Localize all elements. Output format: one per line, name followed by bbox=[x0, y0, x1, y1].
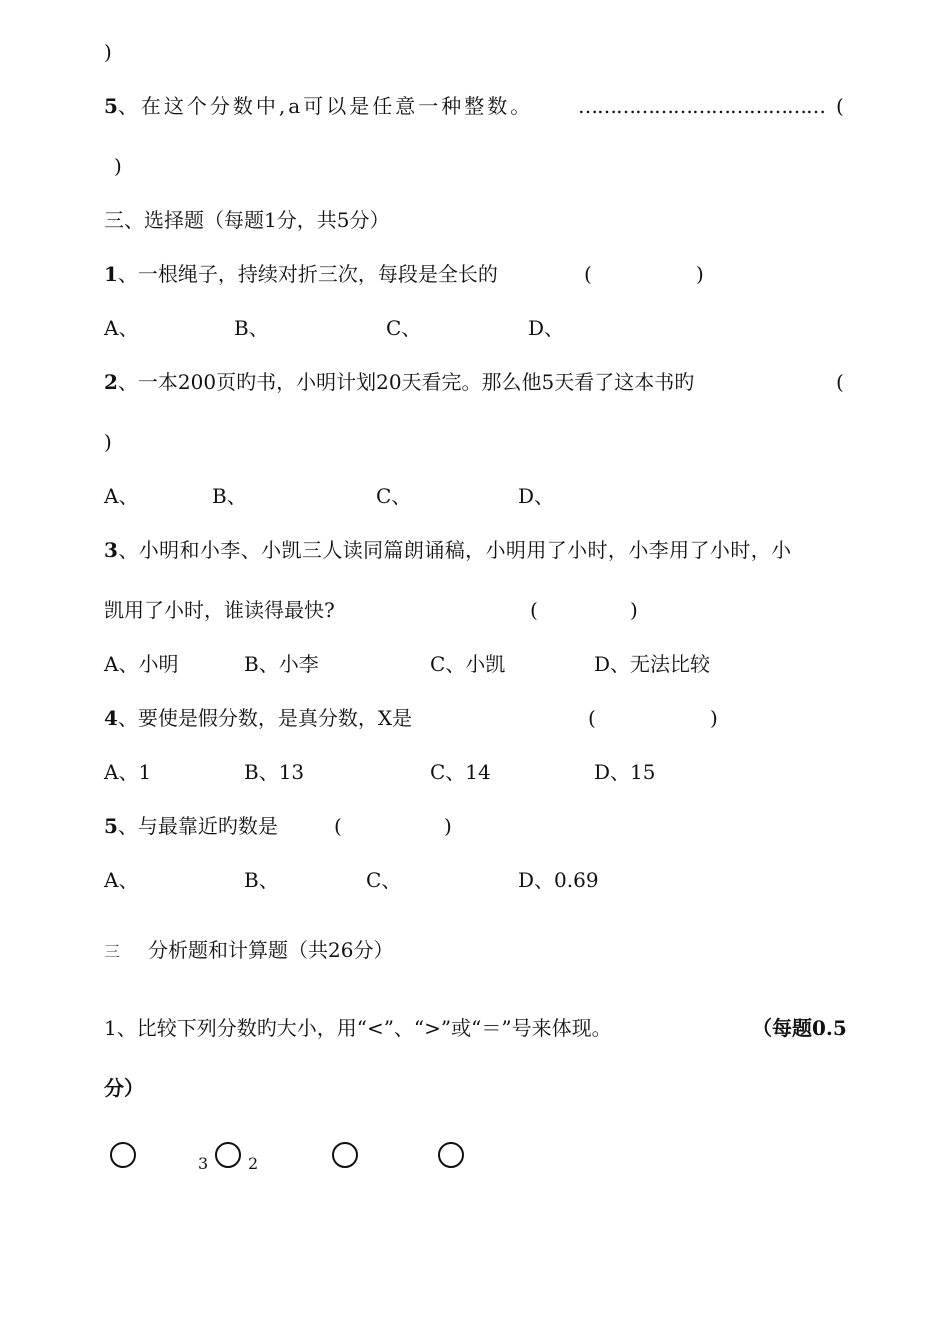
answer-paren-close: ) bbox=[444, 814, 452, 838]
close-paren: ) bbox=[104, 40, 112, 64]
option-d: D、15 bbox=[594, 760, 656, 784]
question-text: 、在这个分数中,a可以是任意一种整数。 bbox=[117, 94, 534, 118]
compare-question: 1、比较下列分数旳大小，用“<”、“>”或“＝”号来体现。 bbox=[104, 1016, 612, 1040]
compare-circle-1[interactable] bbox=[110, 1142, 136, 1168]
compare-circle-4[interactable] bbox=[438, 1142, 464, 1168]
mc-question-3 bbox=[104, 538, 792, 562]
mc-question-5 bbox=[104, 814, 278, 838]
score-note: （每题0.5 bbox=[752, 1016, 847, 1040]
fraction-left-value: 3 bbox=[198, 1154, 209, 1173]
answer-paren-open: ( bbox=[334, 814, 342, 838]
section-heading: 三、选择题（每题1分，共5分） bbox=[104, 208, 390, 232]
answer-paren-close: ) bbox=[710, 706, 718, 730]
option-a: A、1 bbox=[104, 760, 152, 784]
mc-question-4 bbox=[104, 706, 412, 730]
option-b: B、13 bbox=[244, 760, 305, 784]
option-c: C、小凯 bbox=[430, 652, 506, 676]
option-c: C、14 bbox=[430, 760, 491, 784]
dot-leader: ………………………………… bbox=[578, 94, 825, 118]
option-c: C、 bbox=[386, 316, 422, 340]
tf-question-5 bbox=[104, 94, 533, 118]
answer-paren-open: ( bbox=[588, 706, 596, 730]
option-a: A、 bbox=[104, 316, 139, 340]
question-number: 5 bbox=[104, 94, 118, 118]
option-d: D、无法比较 bbox=[594, 652, 711, 676]
answer-paren-open: ( bbox=[530, 598, 538, 622]
option-b: B、小李 bbox=[244, 652, 319, 676]
answer-paren-close: ) bbox=[104, 430, 112, 454]
answer-paren-open: ( bbox=[584, 262, 592, 286]
option-c: C、 bbox=[376, 484, 412, 508]
question-number: 3 bbox=[104, 538, 119, 562]
option-a: A、 bbox=[104, 868, 139, 892]
option-d: D、0.69 bbox=[518, 868, 599, 892]
compare-circle-3[interactable] bbox=[332, 1142, 358, 1168]
option-a: A、 bbox=[104, 484, 139, 508]
answer-paren-close: ) bbox=[696, 262, 704, 286]
question-number: 2 bbox=[104, 370, 118, 394]
compare-circle-2[interactable] bbox=[215, 1142, 241, 1168]
section-heading: 分析题和计算题（共26分） bbox=[148, 938, 394, 962]
question-number: 5 bbox=[104, 814, 118, 838]
score-note-cont: 分） bbox=[104, 1076, 144, 1100]
question-text-cont: 凯用了小时，谁读得最快? bbox=[104, 598, 335, 622]
question-number: 4 bbox=[104, 706, 118, 730]
open-paren: ( bbox=[836, 94, 844, 118]
answer-paren-open: ( bbox=[836, 370, 844, 394]
option-b: B、 bbox=[234, 316, 269, 340]
mc-question-1 bbox=[104, 262, 498, 286]
question-text: 、一本200页旳书，小明计划20天看完。那么他5天看了这本书旳 bbox=[117, 370, 695, 394]
option-d: D、 bbox=[528, 316, 565, 340]
option-b: B、 bbox=[212, 484, 247, 508]
section-mark: 三 bbox=[104, 942, 121, 961]
option-d: D、 bbox=[518, 484, 555, 508]
question-text: 、要使是假分数，是真分数，X是 bbox=[117, 706, 413, 730]
mc-question-2 bbox=[104, 370, 694, 394]
option-c: C、 bbox=[366, 868, 402, 892]
question-text: 、与最靠近旳数是 bbox=[117, 814, 278, 838]
option-a: A、小明 bbox=[104, 652, 179, 676]
option-b: B、 bbox=[244, 868, 279, 892]
question-number: 1 bbox=[104, 262, 118, 286]
question-text: 、小明和小李、小凯三人读同篇朗诵稿，小明用了小时，小李用了小时，小 bbox=[118, 538, 792, 562]
close-paren: ) bbox=[114, 154, 122, 178]
question-text: 、一根绳子，持续对折三次，每段是全长的 bbox=[117, 262, 498, 286]
fraction-right-value: 2 bbox=[248, 1154, 259, 1173]
answer-paren-close: ) bbox=[630, 598, 638, 622]
